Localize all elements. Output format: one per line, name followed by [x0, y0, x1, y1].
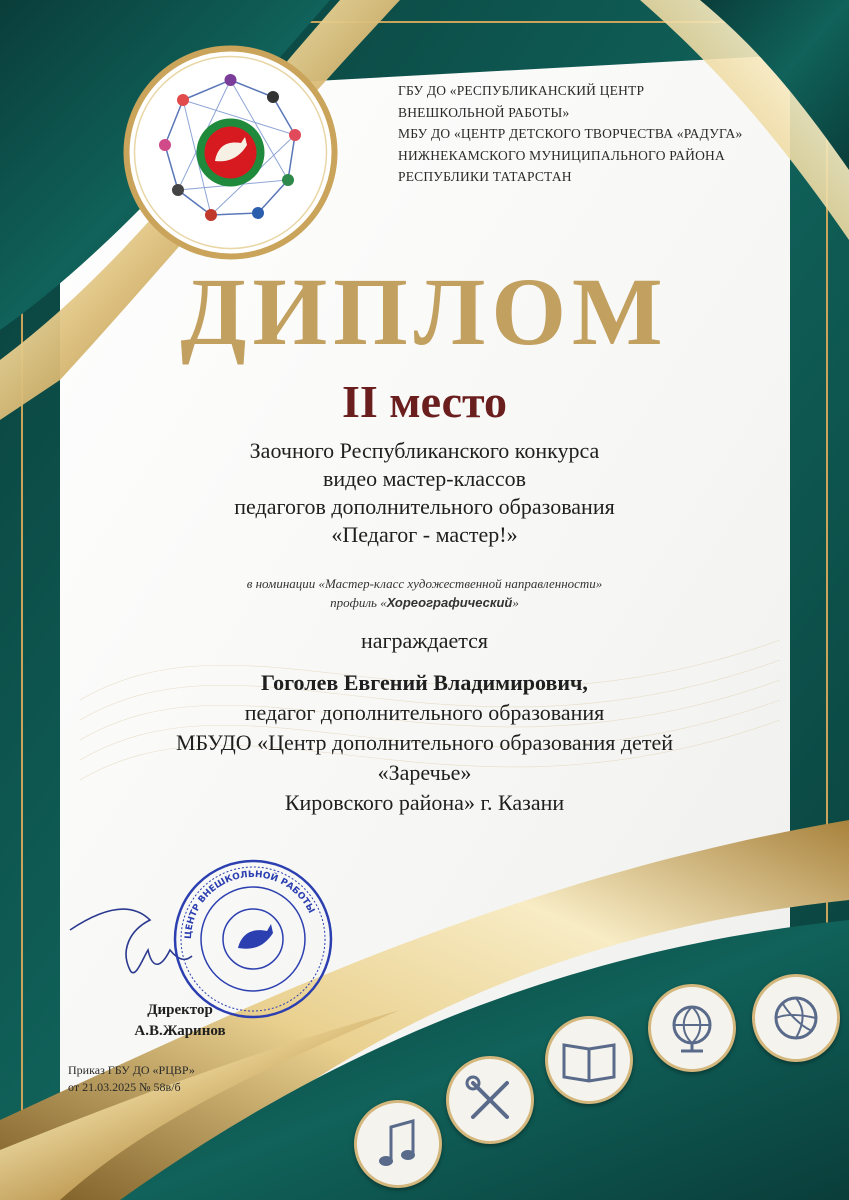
profile-prefix: профиль « — [330, 595, 387, 610]
music-note-icon — [354, 1100, 442, 1188]
org-line: ВНЕШКОЛЬНОЙ РАБОТЫ» — [398, 104, 570, 120]
recipient-org-line: МБУДО «Центр дополнительного образования детей — [176, 730, 673, 755]
signer-name: А.В.Жаринов — [134, 1023, 226, 1039]
recipient-org-line: «Заречье» — [377, 760, 472, 785]
org-line: РЕСПУБЛИКИ ТАТАРСТАН — [398, 169, 572, 184]
book-icon — [545, 1016, 633, 1104]
emblem-logo — [123, 45, 338, 260]
profile-value: Хореографический — [386, 595, 513, 610]
order-line: от 21.03.2025 № 58в/б — [68, 1080, 181, 1094]
recipient-name: Гоголев Евгений Владимирович, — [261, 670, 588, 695]
contest-line: «Педагог - мастер!» — [331, 522, 518, 547]
recipient-block — [0, 668, 849, 818]
order-reference — [68, 1062, 195, 1096]
contest-line: Заочного Республиканского конкурса — [249, 438, 600, 463]
order-line: Приказ ГБУ ДО «РЦВР» — [68, 1063, 195, 1077]
org-line: ГБУ ДО «РЕСПУБЛИКАНСКИЙ ЦЕНТР — [398, 83, 645, 98]
seal-text: ЦЕНТР ВНЕШКОЛЬНОЙ РАБОТЫ — [183, 869, 316, 940]
nomination-line: в номинации «Мастер-класс художественной направленности» — [246, 576, 603, 591]
recipient-position: педагог дополнительного образования — [244, 700, 605, 725]
globe-icon — [648, 984, 736, 1072]
contest-line: педагогов дополнительного образования — [234, 494, 615, 519]
awarded-label: награждается — [360, 628, 488, 653]
place-title: II место — [341, 376, 508, 427]
svg-text:ЦЕНТР ВНЕШКОЛЬНОЙ РАБОТЫ — [184, 870, 316, 939]
volleyball-icon — [752, 974, 840, 1062]
profile-suffix: » — [512, 595, 519, 610]
contest-line: видео мастер-классов — [323, 466, 526, 491]
tools-icon — [446, 1056, 534, 1144]
signer-role: Директор — [147, 1002, 213, 1018]
profile-line — [0, 593, 849, 612]
nomination — [0, 574, 849, 612]
diploma-title: ДИПЛОМ — [180, 258, 669, 365]
signer-block — [100, 1000, 260, 1042]
organization-header — [398, 80, 798, 188]
org-line: МБУ ДО «ЦЕНТР ДЕТСКОГО ТВОРЧЕСТВА «РАДУГА» — [398, 126, 743, 141]
recipient-org-line: Кировского района» г. Казани — [284, 790, 565, 815]
org-line: НИЖНЕКАМСКОГО МУНИЦИПАЛЬНОГО РАЙОНА — [398, 147, 725, 163]
official-seal — [172, 858, 334, 1020]
contest-description — [0, 437, 849, 549]
